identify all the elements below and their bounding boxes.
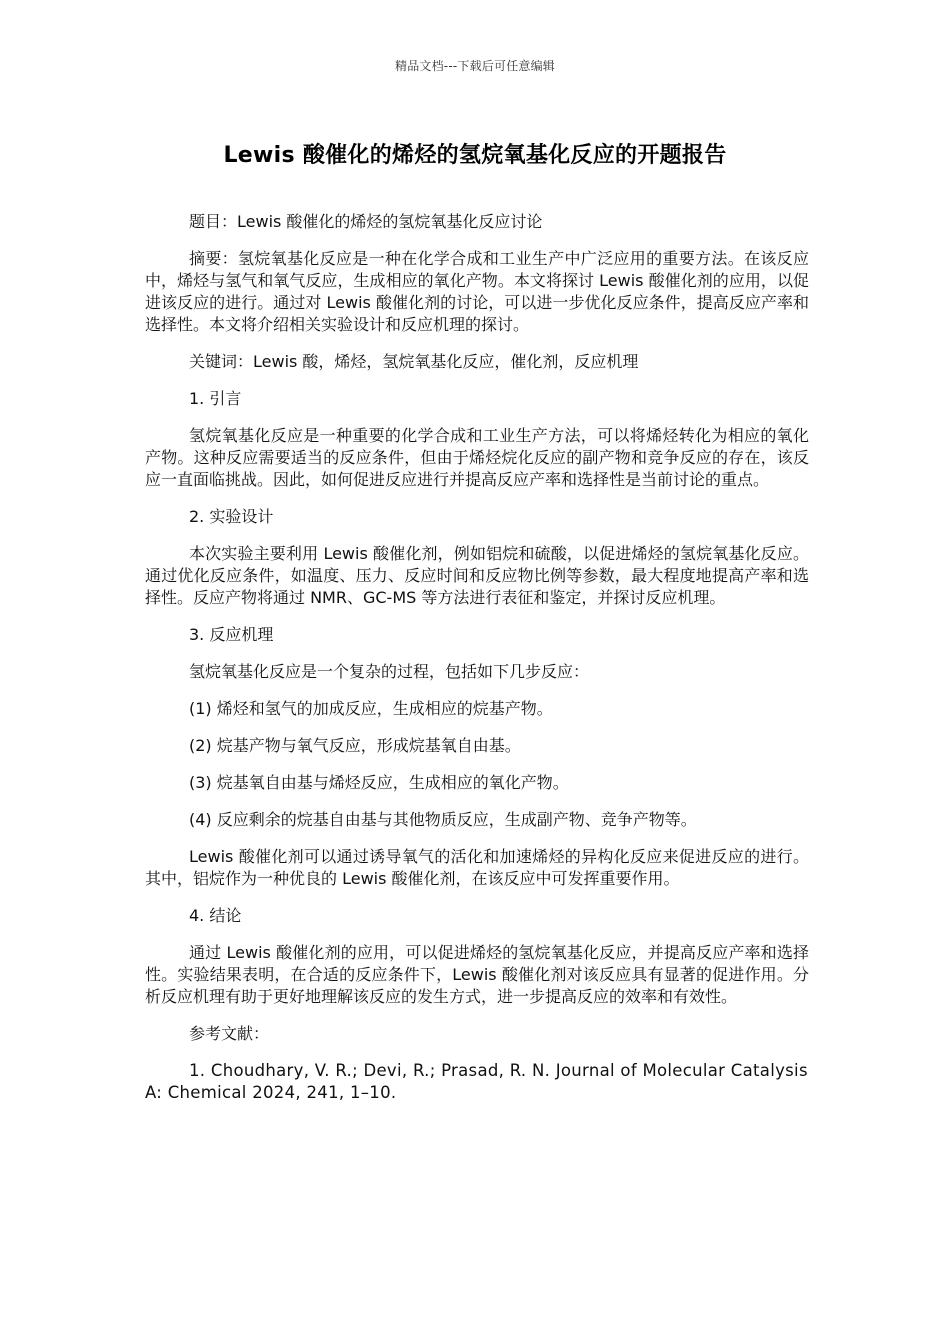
section-heading-conclusion: 4. 结论 (189, 906, 242, 925)
mechanism-step: (1) 烯烃和氢气的加成反应，生成相应的烷基产物。 (189, 699, 553, 718)
mechanism-paragraph: Lewis 酸催化剂可以通过诱导氧气的活化和加速烯烃的异构化反应来促进反应的进行。其中，铝烷作为一种优良的 Lewis 酸催化剂，在该反应中可发挥重要作用。 (145, 847, 809, 888)
section-heading-design: 2. 实验设计 (189, 507, 274, 526)
conclusion-paragraph: 通过 Lewis 酸催化剂的应用，可以促进烯烃的氢烷氧基化反应，并提高反应产率和选择性。实验结果表明，在合适的反应条件下，Lewis 酸催化剂对该反应具有显著的促进作用。分析反应机理有助于更好地理解该反应的发生方式，进一步提高反应的效率和有效性。 (145, 943, 809, 1006)
abstract-paragraph: 摘要：氢烷氧基化反应是一种在化学合成和工业生产中广泛应用的重要方法。在该反应中，烯烃与氢气和氧气反应，生成相应的氧化产物。本文将探讨 Lewis 酸催化剂的应用，以促进该反应的进行。通过对 Lewis 酸催化剂的讨论，可以进一步优化反应条件，提高反应产率和选择性。本文将介绍相关实验设计和反应机理的探讨。 (145, 249, 809, 334)
mechanism-step: (2) 烷基产物与氧气反应，形成烷基氧自由基。 (189, 736, 521, 755)
mechanism-intro: 氢烷氧基化反应是一个复杂的过程，包括如下几步反应： (189, 662, 590, 681)
page-title: Lewis 酸催化的烯烃的氢烷氧基化反应的开题报告 (223, 143, 727, 168)
section-heading-intro: 1. 引言 (189, 389, 242, 408)
intro-paragraph: 氢烷氧基化反应是一种重要的化学合成和工业生产方法，可以将烯烃转化为相应的氧化产物。这种反应需要适当的反应条件，但由于烯烃烷化反应的副产物和竞争反应的存在，该反应一直面临挑战。因此，如何促进反应进行并提高反应产率和选择性是当前讨论的重点。 (145, 426, 809, 489)
topic-line: 题目：Lewis 酸催化的烯烃的氢烷氧基化反应讨论 (189, 212, 543, 231)
references-heading: 参考文献： (189, 1024, 270, 1043)
mechanism-step: (4) 反应剩余的烷基自由基与其他物质反应，生成副产物、竞争产物等。 (189, 810, 697, 829)
mechanism-step: (3) 烷基氧自由基与烯烃反应，生成相应的氧化产物。 (189, 773, 569, 792)
section-heading-mechanism: 3. 反应机理 (189, 625, 274, 644)
document-body (145, 211, 809, 1104)
header-note: 精品文档---下载后可任意编辑 (395, 59, 555, 73)
keywords-line: 关键词：Lewis 酸，烯烃，氢烷氧基化反应，催化剂，反应机理 (189, 352, 639, 371)
design-paragraph: 本次实验主要利用 Lewis 酸催化剂，例如铝烷和硫酸，以促进烯烃的氢烷氧基化反应。通过优化反应条件，如温度、压力、反应时间和反应物比例等参数，最大程度地提高产率和选择性。反应产物将通过 NMR、GC-MS 等方法进行表征和鉴定，并探讨反应机理。 (145, 544, 809, 607)
reference-item: 1. Choudhary, V. R.; Devi, R.; Prasad, R. N. Journal of Molecular Catalysis A: Chemical 2024, 241, 1–10. (145, 1061, 808, 1102)
